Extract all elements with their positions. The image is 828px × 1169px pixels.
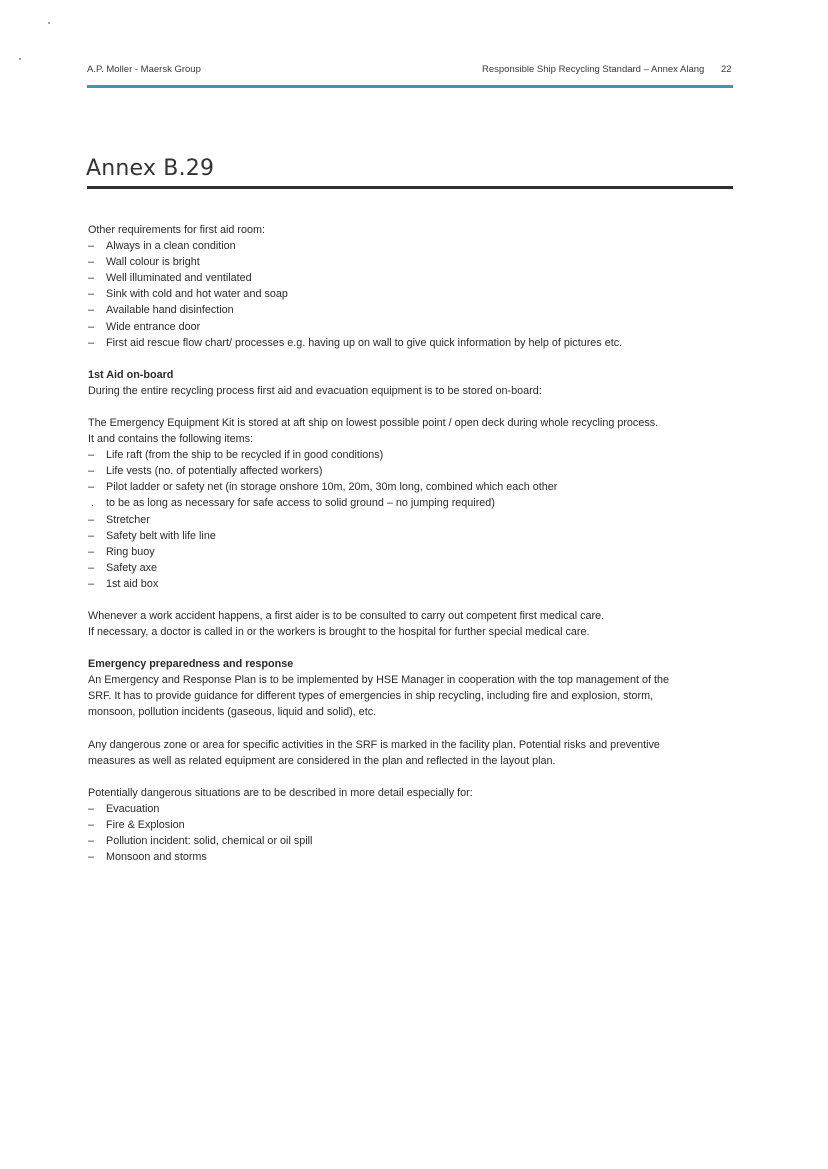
list-item: – Fire & Explosion [88, 818, 185, 831]
emergency-para-1-line-3: monsoon, pollution incidents (gaseous, liquid and solid), etc. [88, 706, 377, 719]
onboard-text: During the entire recycling process first aid and evacuation equipment is to be stored on-board: [88, 384, 542, 397]
page-title: Annex B.29 [86, 156, 215, 181]
kit-text-line-1: The Emergency Equipment Kit is stored at aft ship on lowest possible point / open deck during whole recycling process. [88, 416, 659, 429]
list-item: – Life raft (from the ship to be recycled if in good conditions) [88, 449, 384, 462]
onboard-heading: 1st Aid on-board [88, 368, 174, 381]
list-item: – Wide entrance door [88, 320, 201, 333]
list-item: – 1st aid box [88, 577, 159, 590]
list-item: – Monsoon and storms [88, 851, 207, 864]
list-item: – Pilot ladder or safety net (in storage onshore 10m, 20m, 30m long, combined which each other [88, 481, 558, 494]
emergency-kit-list [88, 447, 728, 592]
emergency-heading: Emergency preparedness and response [88, 658, 294, 671]
header-company: A.P. Moller - Maersk Group [87, 64, 201, 75]
header-document-title: Responsible Ship Recycling Standard – Annex Alang [482, 64, 705, 75]
dangerous-situations-list [88, 801, 728, 865]
list-item: – Safety axe [88, 561, 158, 574]
emergency-para-3: Potentially dangerous situations are to be described in more detail especially for: [88, 786, 473, 799]
list-item: – Well illuminated and ventilated [88, 272, 252, 285]
list-item: – Always in a clean condition [88, 240, 236, 253]
emergency-para-1-line-1: An Emergency and Response Plan is to be implemented by HSE Manager in cooperation with the top management of the [88, 674, 669, 687]
scan-speck [48, 22, 50, 24]
document-body [88, 222, 728, 865]
list-item: – Evacuation [88, 802, 160, 815]
first-aid-room-intro: Other requirements for first aid room: [88, 224, 266, 236]
first-aid-room-list [88, 238, 728, 351]
title-rule [87, 186, 733, 189]
list-item: – Stretcher [88, 513, 150, 526]
page-number: 22 [721, 64, 732, 75]
scan-speck [19, 58, 21, 60]
emergency-para-2-line-1: Any dangerous zone or area for specific activities in the SRF is marked in the facility plan. Potential risks and preventive [88, 738, 660, 751]
header-rule [87, 85, 733, 88]
list-item: – Safety belt with life line [88, 529, 216, 542]
list-item: – Available hand disinfection [88, 304, 234, 317]
list-item: . to be as long as necessary for safe access to solid ground – no jumping required) [91, 497, 495, 510]
kit-text-line-2: It and contains the following items: [88, 433, 254, 446]
accident-text-line-2: If necessary, a doctor is called in or the workers is brought to the hospital for further special medical care. [88, 626, 590, 639]
emergency-para-1-line-2: SRF. It has to provide guidance for different types of emergencies in ship recycling, including fire and explosion, storm, [88, 690, 654, 703]
list-item: – Pollution incident: solid, chemical or oil spill [88, 835, 313, 847]
list-item: – First aid rescue flow chart/ processes e.g. having up on wall to give quick information by help of pictures etc. [88, 336, 623, 349]
list-item: – Wall colour is bright [88, 256, 200, 269]
emergency-para-2-line-2: measures as well as related equipment are considered in the plan and reflected in the layout plan. [88, 754, 556, 767]
accident-text-line-1: Whenever a work accident happens, a first aider is to be consulted to carry out competent first medical care. [88, 609, 605, 622]
list-item: – Ring buoy [88, 545, 155, 558]
list-item: – Life vests (no. of potentially affected workers) [88, 465, 323, 478]
list-item: – Sink with cold and hot water and soap [88, 288, 288, 301]
